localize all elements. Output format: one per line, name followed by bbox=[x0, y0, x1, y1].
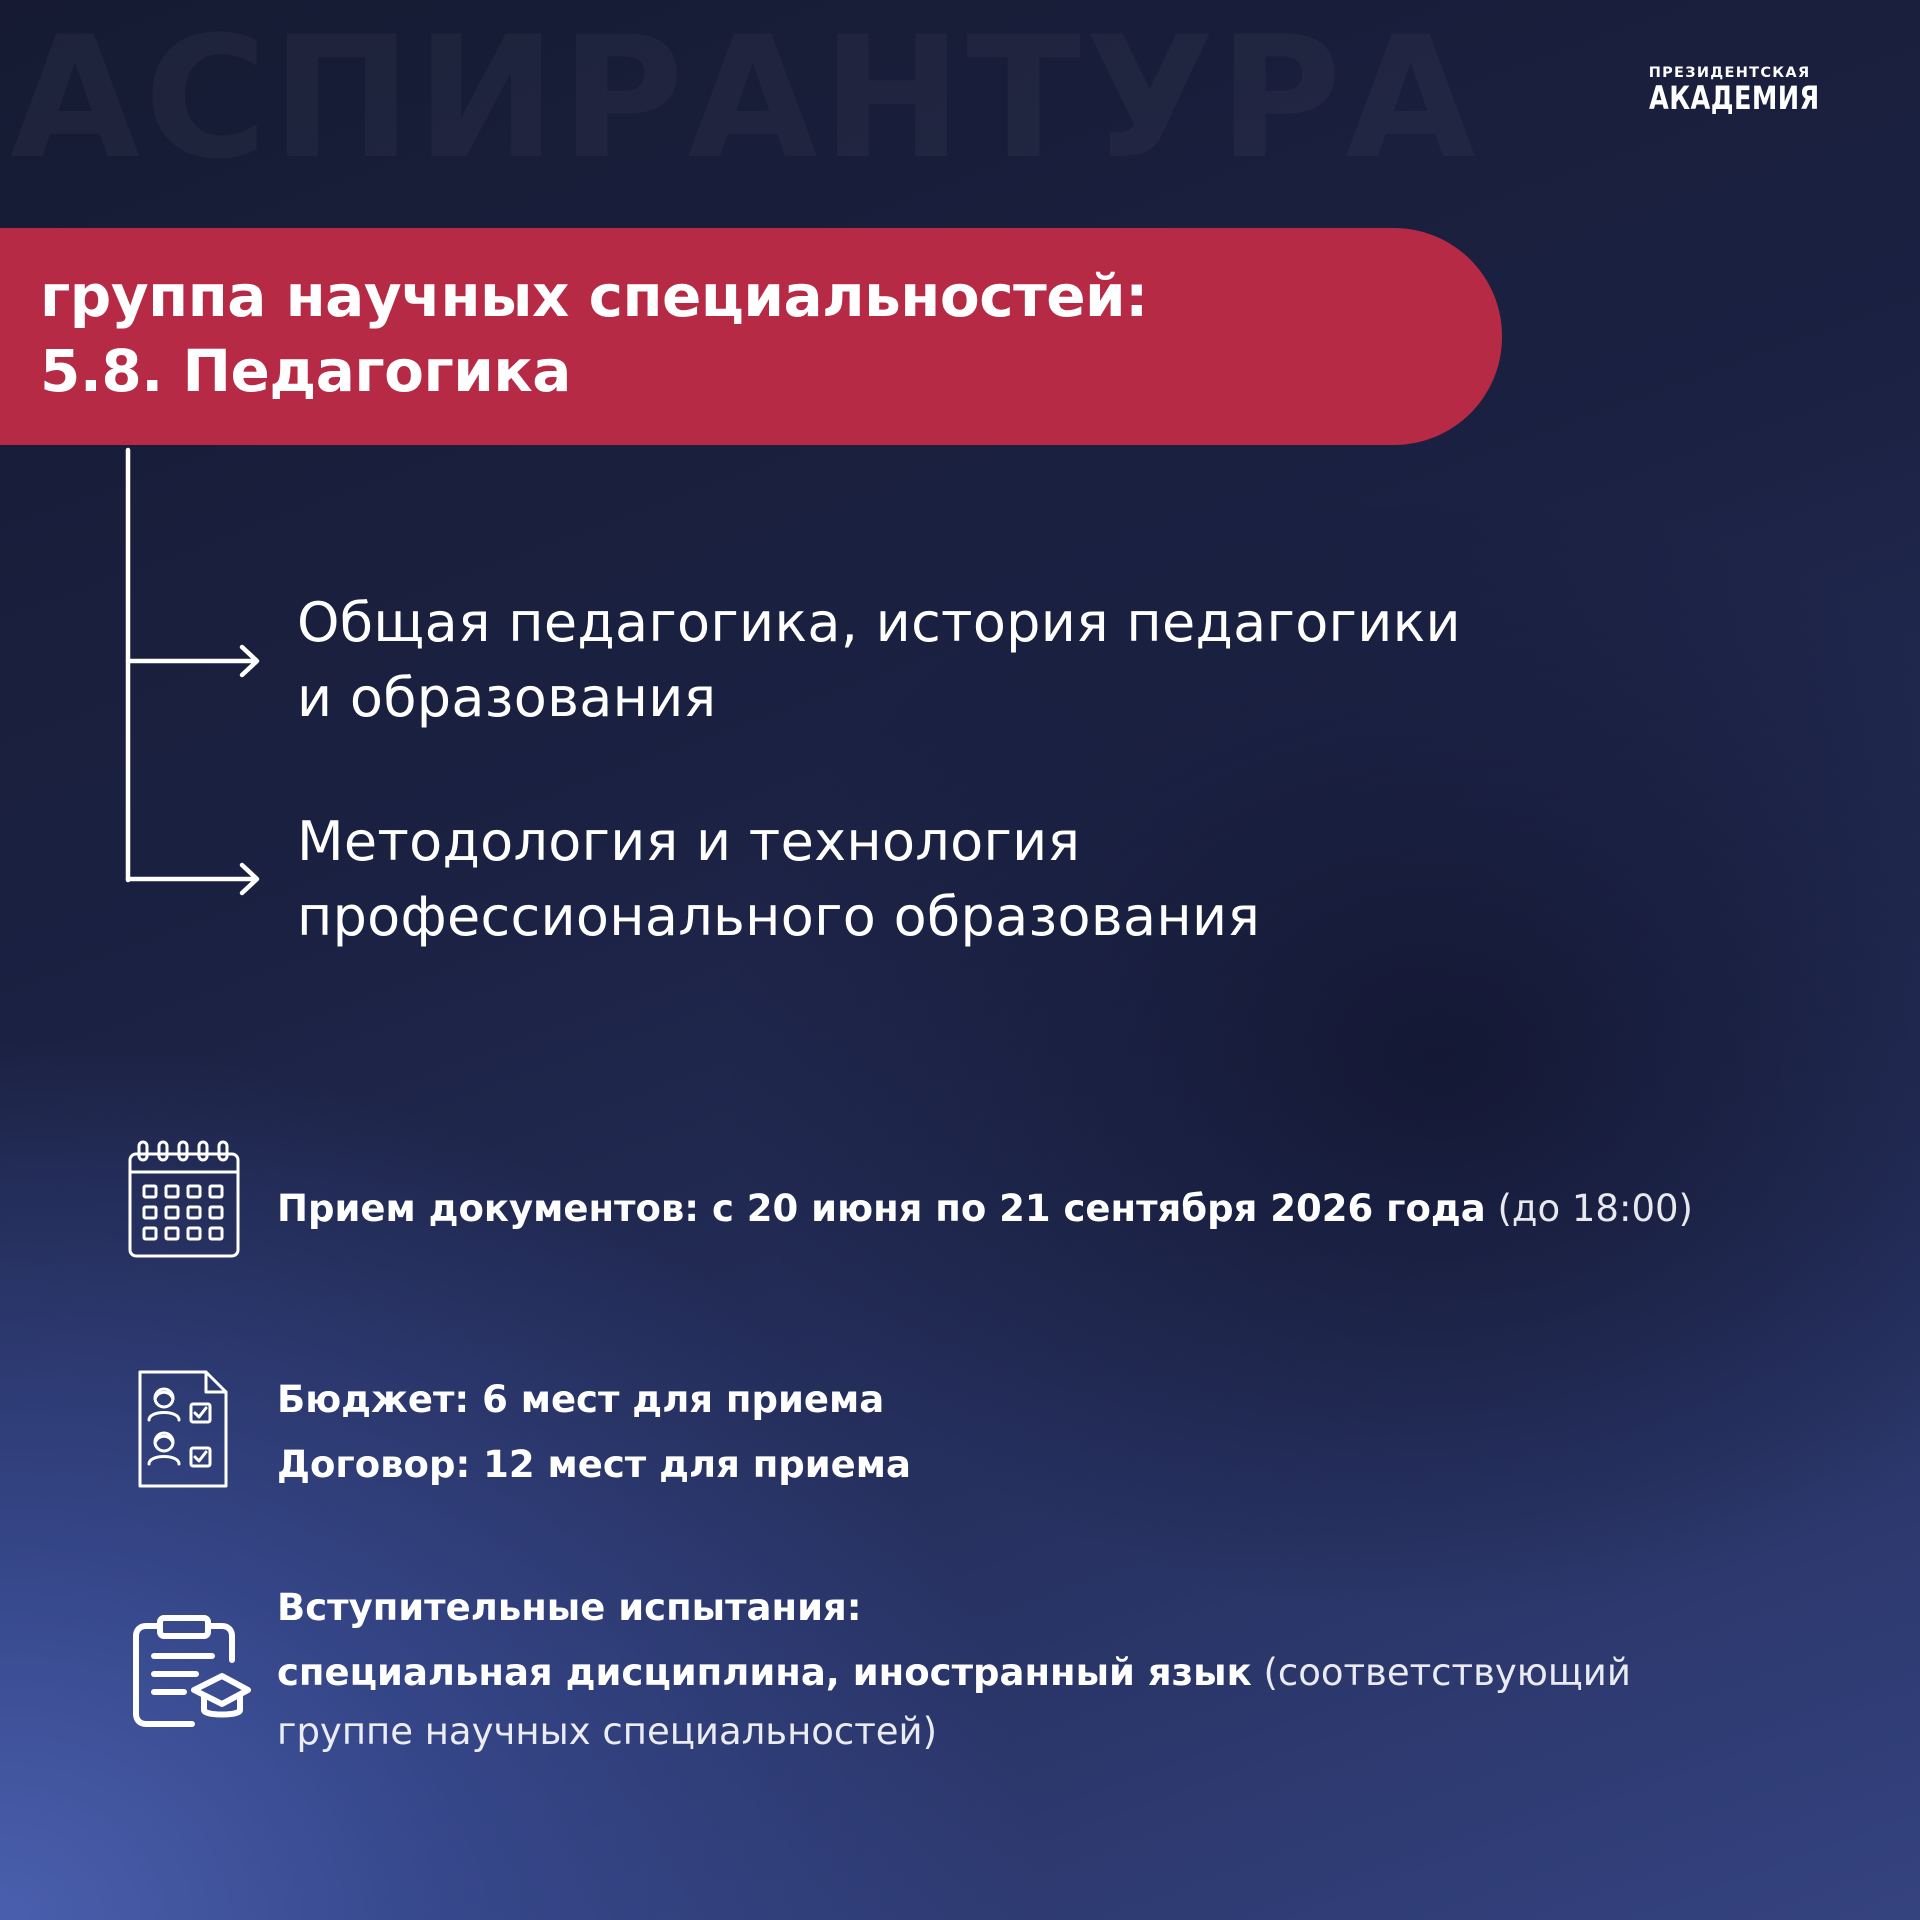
budget-places: Бюджет: 6 мест для приема bbox=[277, 1378, 885, 1421]
exams-note-line-2: группе научных специальностей) bbox=[277, 1710, 938, 1753]
branch-tree bbox=[0, 0, 300, 900]
title-line-1: группа научных специальностей: bbox=[40, 262, 1148, 330]
exams-note-line-1: (соответствующий bbox=[1251, 1651, 1631, 1694]
applicants-list-icon bbox=[136, 1368, 230, 1490]
exams-subjects-line bbox=[277, 1651, 1631, 1694]
documents-note: (до 18:00) bbox=[1485, 1187, 1693, 1230]
academy-logo bbox=[1649, 66, 1862, 116]
exams-heading: Вступительные испытания: bbox=[277, 1586, 862, 1629]
branch-arrow-2 bbox=[128, 865, 257, 893]
exams-subjects: специальная дисциплина, иностранный язык bbox=[277, 1651, 1252, 1694]
branch-1-line-2: и образования bbox=[297, 666, 717, 729]
documents-text bbox=[277, 1187, 1693, 1230]
documents-bold: Прием документов: с 20 июня по 21 сентября 2026 года bbox=[277, 1187, 1486, 1230]
logo-main-text: АКАДЕМИЯ bbox=[1648, 78, 1820, 117]
title-line-2: 5.8. Педагогика bbox=[40, 337, 571, 405]
branch-1-line-1: Общая педагогика, история педагогики bbox=[297, 591, 1461, 654]
logo-top-text: ПРЕЗИДЕНТСКАЯ bbox=[1648, 65, 1811, 81]
branch-2-line-2: профессионального образования bbox=[297, 885, 1261, 948]
contract-places: Договор: 12 мест для приема bbox=[277, 1443, 911, 1486]
clipboard-graduation-icon bbox=[132, 1614, 252, 1728]
calendar-icon bbox=[126, 1138, 242, 1260]
branch-2-line-1: Методология и технология bbox=[297, 810, 1081, 873]
branch-arrow-1 bbox=[128, 647, 257, 675]
